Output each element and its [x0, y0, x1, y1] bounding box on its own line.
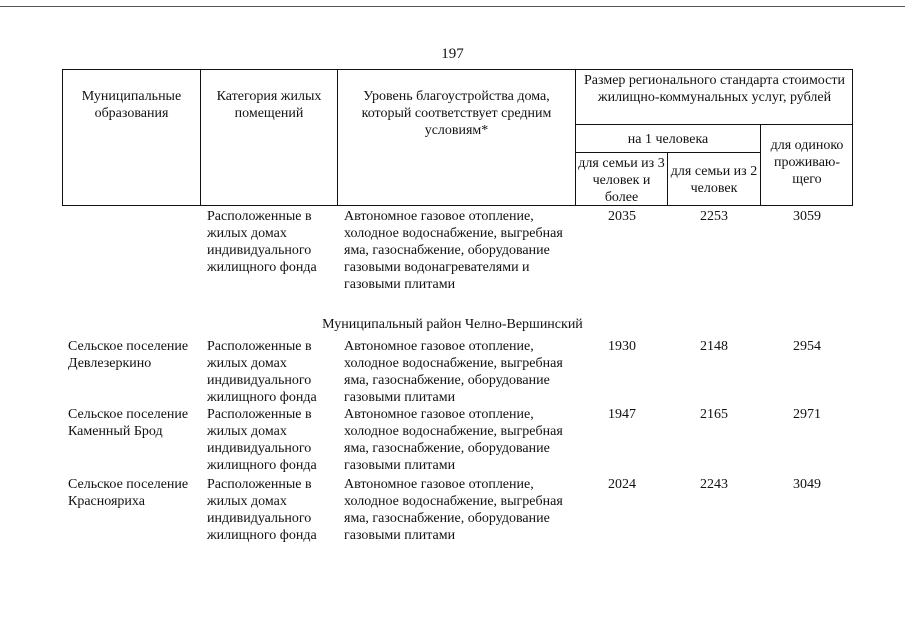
header-divider [200, 69, 201, 206]
row-1-municipality: Сельское поселение Девлезеркино [68, 339, 189, 371]
row-2-category: Расположенные в жилых домах индивидуального жилищного фонда [207, 407, 317, 473]
row-0-level: Автономное газовое отопление, холодное водоснабжение, выгребная яма, газоснабжение, оборудование газовыми водонагревателями и газовыми плитами [344, 209, 563, 292]
header-municipality: Муниципальные образования [81, 89, 182, 121]
row-3-value-family-2: 2243 [700, 477, 728, 492]
row-3-municipality: Сельское поселение Краснояриха [68, 477, 189, 509]
header-per-person: на 1 человека [627, 132, 709, 147]
page-number: 197 [441, 46, 464, 62]
header-standard: Размер регионального стандарта стоимости жилищно-коммунальных услуг, рублей [584, 73, 845, 105]
header-family-2: для семьи из 2 человек [670, 164, 758, 196]
row-3-level: Автономное газовое отопление, холодное водоснабжение, выгребная яма, газоснабжение, оборудование газовыми плитами [344, 477, 563, 543]
row-1-value-family-2: 2148 [700, 339, 728, 354]
row-3-category: Расположенные в жилых домах индивидуального жилищного фонда [207, 477, 317, 543]
row-0-value-family-3: 2035 [608, 209, 636, 224]
header-family-3: для семьи из 3 человек и более [578, 156, 665, 205]
row-3-value-single: 3049 [793, 477, 821, 492]
row-2-value-single: 2971 [793, 407, 821, 422]
row-3-value-family-3: 2024 [608, 477, 636, 492]
header-divider [760, 124, 761, 206]
row-0-value-single: 3059 [793, 209, 821, 224]
row-2-value-family-2: 2165 [700, 407, 728, 422]
row-1-value-family-3: 1930 [608, 339, 636, 354]
row-2-municipality: Сельское поселение Каменный Брод [68, 407, 189, 439]
row-1-category: Расположенные в жилых домах индивидуального жилищного фонда [207, 339, 317, 405]
header-single: для одиноко проживаю-щего [770, 138, 844, 187]
header-divider [575, 124, 853, 125]
header-divider [337, 69, 338, 206]
header-divider [667, 152, 668, 206]
row-1-level: Автономное газовое отопление, холодное водоснабжение, выгребная яма, газоснабжение, оборудование газовыми плитами [344, 339, 563, 405]
header-level: Уровень благоустройства дома, который соответствует средним условиям* [361, 89, 552, 138]
row-2-value-family-3: 1947 [608, 407, 636, 422]
header-divider [575, 69, 576, 206]
row-0-category: Расположенные в жилых домах индивидуального жилищного фонда [207, 209, 317, 275]
row-1-value-single: 2954 [793, 339, 821, 354]
row-2-level: Автономное газовое отопление, холодное водоснабжение, выгребная яма, газоснабжение, оборудование газовыми плитами [344, 407, 563, 473]
top-rule [0, 6, 905, 7]
district-label: Муниципальный район Челно-Вершинский [322, 317, 583, 332]
row-0-value-family-2: 2253 [700, 209, 728, 224]
header-category: Категория жилых помещений [216, 89, 322, 121]
